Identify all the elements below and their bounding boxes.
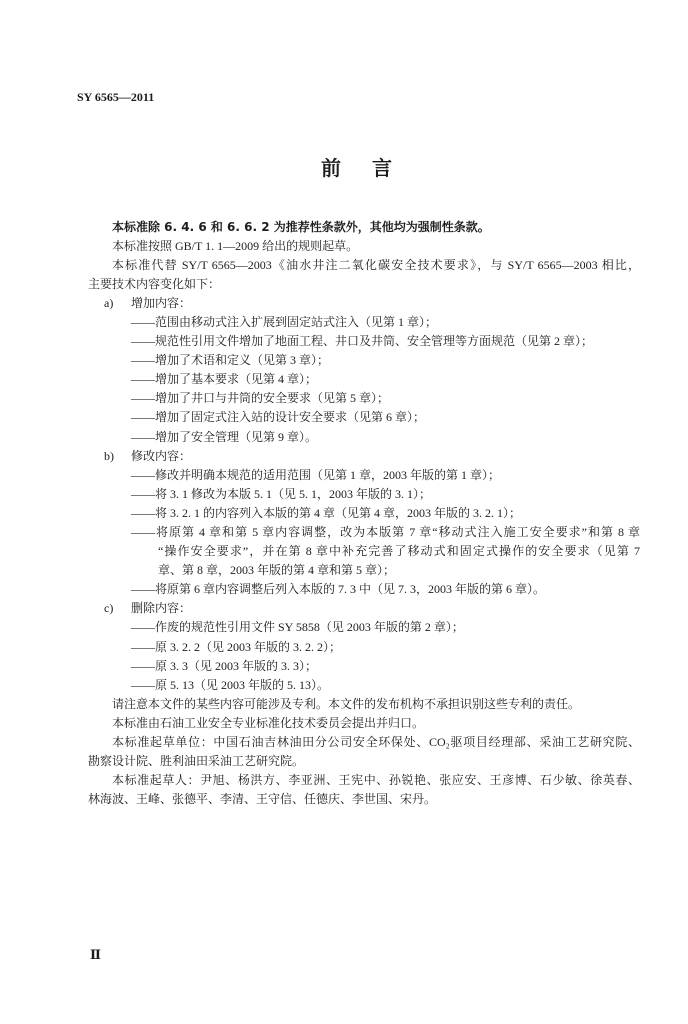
list-heading: 增加内容： bbox=[131, 295, 192, 310]
list-label: c) bbox=[104, 601, 114, 616]
list-item: ——原 3. 2. 2（见 2003 年版的 3. 2. 2）； bbox=[131, 639, 342, 654]
page-number: Ⅱ bbox=[90, 947, 101, 962]
list-item: ——增加了固定式注入站的设计安全要求（见第 6 章）； bbox=[131, 410, 426, 425]
list-item-line: ——将原第 4 章和第 5 章内容调整，改为本版第 7 章“移动式注入施工安全要求”和第 8 章 bbox=[131, 525, 640, 539]
standard-code: SY 6565—2011 bbox=[77, 90, 155, 104]
list-heading-row bbox=[88, 294, 640, 313]
preface-body bbox=[88, 218, 640, 810]
list-heading-row bbox=[88, 599, 640, 618]
drafting-rules-note: 本标准按照 GB/T 1. 1—2009 给出的规则起草。 bbox=[112, 238, 359, 253]
list-item-line: “操作安全要求”，并在第 8 章中补充完善了移动式和固定式操作的安全要求（见第 7 bbox=[158, 544, 640, 559]
drafters-line: 林海波、王峰、张德平、李清、王守信、任德庆、李世国、宋丹。 bbox=[88, 792, 437, 807]
list-heading: 修改内容： bbox=[131, 448, 192, 463]
list-item: ——将原第 6 章内容调整后列入本版的 7. 3 中（见 7. 3，2003 年版的第 6 章）。 bbox=[131, 582, 546, 597]
replacement-statement bbox=[88, 256, 640, 294]
page-title: 前 言 bbox=[321, 156, 389, 180]
drafters-line: 本标准起草人：尹旭、杨洪方、李亚洲、王宪中、孙锐艳、张应安、王彦博、石少敏、徐英春、 bbox=[112, 773, 640, 788]
replacement-statement-line: 主要技术内容变化如下： bbox=[88, 276, 221, 291]
patent-notice: 请注意本文件的某些内容可能涉及专利。本文件的发布机构不承担识别这些专利的责任。 bbox=[112, 696, 581, 711]
change-list-added bbox=[88, 294, 640, 447]
list-item: ——修改并明确本规范的适用范围（见第 1 章，2003 年版的第 1 章）； bbox=[131, 467, 501, 482]
list-item: ——原 5. 13（见 2003 年版的 5. 13）。 bbox=[131, 677, 330, 692]
drafting-units-line: 勘察设计院、胜利油田采油工艺研究院。 bbox=[88, 754, 305, 769]
list-item: ——增加了基本要求（见第 4 章）； bbox=[131, 372, 318, 387]
list-item: ——原 3. 3（见 2003 年版的 3. 3）； bbox=[131, 658, 318, 673]
list-item: ——增加了术语和定义（见第 3 章）； bbox=[131, 353, 330, 368]
list-item: ——增加了井口与井筒的安全要求（见第 5 章）； bbox=[131, 391, 390, 406]
list-item-line: 章、第 8 章，2003 年版的第 4 章和第 5 章）； bbox=[158, 563, 396, 578]
replacement-statement-line: 本标准代替 SY/T 6565—2003《油水井注二氧化碳安全技术要求》，与 SY/T 6565—2003 相比， bbox=[112, 257, 640, 272]
list-item: ——将 3. 1 修改为本版 5. 1（见 5. 1，2003 年版的 3. 1）； bbox=[131, 486, 432, 501]
list-heading-row bbox=[88, 447, 640, 466]
drafters bbox=[88, 771, 640, 809]
list-label: b) bbox=[104, 448, 114, 463]
drafting-units-line: 本标准起草单位：中国石油吉林油田分公司安全环保处、CO₂驱项目经理部、采油工艺研究院、 bbox=[112, 735, 640, 750]
proposed-by-note: 本标准由石油工业安全专业标准化技术委员会提出并归口。 bbox=[112, 715, 425, 730]
list-item: ——增加了安全管理（见第 9 章）。 bbox=[131, 429, 318, 444]
list-item bbox=[88, 523, 640, 580]
change-list-modified bbox=[88, 447, 640, 600]
list-item: ——作废的规范性引用文件 SY 5858（见 2003 年版的第 2 章）； bbox=[131, 620, 464, 635]
list-label: a) bbox=[104, 295, 114, 310]
list-item: ——规范性引用文件增加了地面工程、井口及井筒、安全管理等方面规范（见第 2 章）； bbox=[131, 334, 594, 349]
change-list-deleted bbox=[88, 599, 640, 694]
mandatory-clause-note: 本标准除 6. 4. 6 和 6. 6. 2 为推荐性条款外，其他均为强制性条款。 bbox=[112, 219, 490, 234]
list-item: ——范围由移动式注入扩展到固定站式注入（见第 1 章）； bbox=[131, 314, 438, 329]
list-heading: 删除内容： bbox=[131, 601, 192, 616]
list-item: ——将 3. 2. 1 的内容列入本版的第 4 章（见第 4 章，2003 年版的 3. 2. 1）； bbox=[131, 505, 522, 520]
drafting-units bbox=[88, 733, 640, 771]
